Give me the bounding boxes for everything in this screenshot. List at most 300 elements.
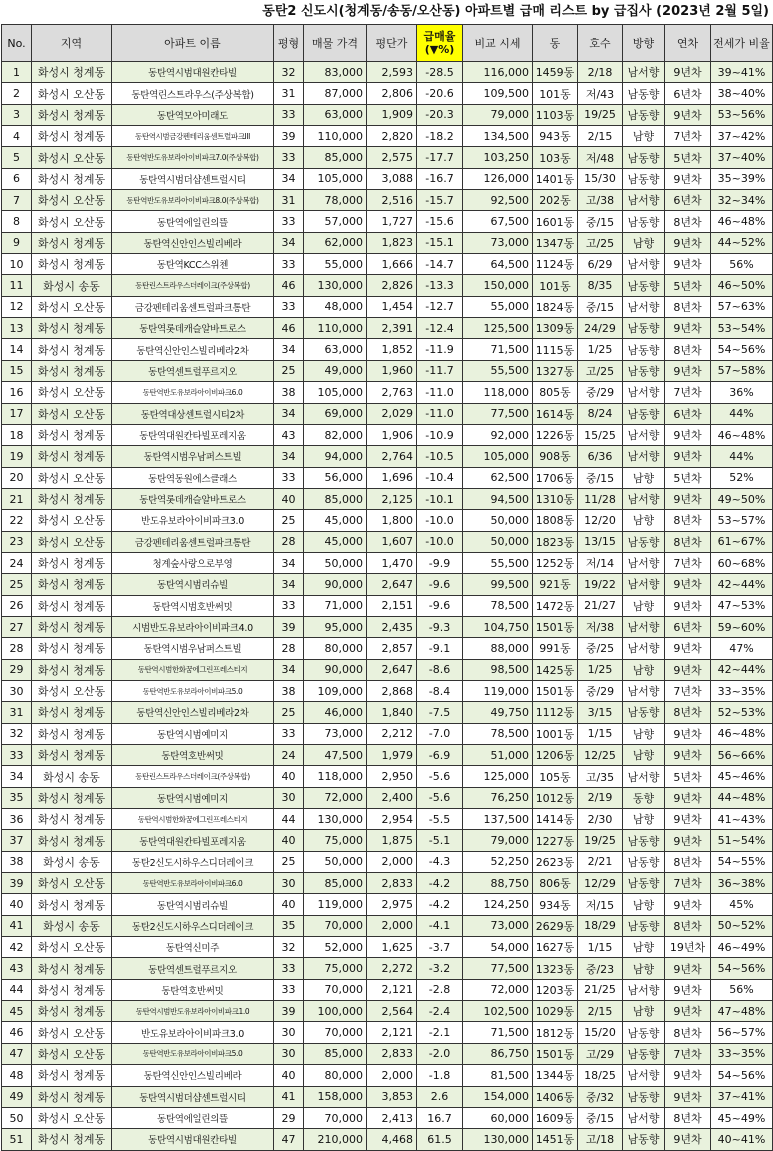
price-per-pyeong: 3,853 [367, 1086, 417, 1107]
direction: 남향 [623, 937, 665, 958]
price-per-pyeong: 2,000 [367, 915, 417, 936]
listing-price: 69,000 [304, 403, 367, 424]
building: 908동 [533, 446, 578, 467]
building: 1823동 [533, 531, 578, 552]
discount-rate: -2.8 [417, 979, 463, 1000]
direction: 남동향 [623, 873, 665, 894]
discount-rate: -15.6 [417, 211, 463, 232]
pyeong: 40 [274, 894, 304, 915]
age: 8년차 [665, 1022, 711, 1043]
apartment-name: 동탄역반도유보라아이비파크6.0 [112, 382, 274, 403]
jeonse-ratio: 42~44% [711, 659, 773, 680]
discount-rate: -5.1 [417, 830, 463, 851]
comparison-price: 78,500 [463, 723, 533, 744]
comparison-price: 103,250 [463, 147, 533, 168]
table-row [2, 809, 773, 830]
row-number: 39 [2, 873, 32, 894]
listing-table [1, 24, 773, 1151]
price-per-pyeong: 2,000 [367, 1065, 417, 1086]
apartment-name: 동탄2신도시하우스디더레이크 [112, 915, 274, 936]
comparison-price: 55,000 [463, 296, 533, 317]
table-row [2, 616, 773, 637]
region: 화성시 청계동 [32, 446, 112, 467]
discount-rate: -7.0 [417, 723, 463, 744]
direction: 남향 [623, 894, 665, 915]
apartment-name: 동탄2신도시하우스디더레이크 [112, 851, 274, 872]
discount-rate: -4.3 [417, 851, 463, 872]
apartment-name: 동탄역시범대원칸타빌 [112, 1129, 274, 1150]
apartment-name: 동탄역대원칸타빌포레지움 [112, 830, 274, 851]
region: 화성시 청계동 [32, 1001, 112, 1022]
building: 1115동 [533, 339, 578, 360]
direction: 남동향 [623, 275, 665, 296]
price-per-pyeong: 2,764 [367, 446, 417, 467]
age: 9년차 [665, 446, 711, 467]
table-row [2, 1129, 773, 1150]
unit: 21/27 [578, 595, 623, 616]
pyeong: 33 [274, 296, 304, 317]
building: 1309동 [533, 318, 578, 339]
listing-price: 80,000 [304, 638, 367, 659]
listing-price: 55,000 [304, 254, 367, 275]
direction: 남서향 [623, 680, 665, 701]
price-per-pyeong: 2,029 [367, 403, 417, 424]
table-row [2, 126, 773, 147]
jeonse-ratio: 33~35% [711, 680, 773, 701]
region: 화성시 청계동 [32, 830, 112, 851]
price-per-pyeong: 4,468 [367, 1129, 417, 1150]
building: 1001동 [533, 723, 578, 744]
listing-price: 45,000 [304, 510, 367, 531]
age: 9년차 [665, 809, 711, 830]
row-number: 30 [2, 680, 32, 701]
price-per-pyeong: 2,564 [367, 1001, 417, 1022]
age: 8년차 [665, 339, 711, 360]
row-number: 14 [2, 339, 32, 360]
comparison-price: 52,250 [463, 851, 533, 872]
unit: 19/22 [578, 574, 623, 595]
apartment-name: 동탄역신안인스빌리베라2차 [112, 339, 274, 360]
region: 화성시 오산동 [32, 937, 112, 958]
row-number: 31 [2, 702, 32, 723]
comparison-price: 50,000 [463, 531, 533, 552]
row-number: 41 [2, 915, 32, 936]
row-number: 50 [2, 1107, 32, 1128]
age: 7년차 [665, 1043, 711, 1064]
price-per-pyeong: 2,000 [367, 851, 417, 872]
listing-price: 70,000 [304, 979, 367, 1000]
jeonse-ratio: 52~53% [711, 702, 773, 723]
unit: 1/25 [578, 659, 623, 680]
price-per-pyeong: 2,833 [367, 1043, 417, 1064]
comparison-price: 72,000 [463, 979, 533, 1000]
building: 934동 [533, 894, 578, 915]
table-row [2, 147, 773, 168]
direction: 남동향 [623, 830, 665, 851]
pyeong: 43 [274, 424, 304, 445]
apartment-name: 동탄역시범더샵센트럴시티 [112, 1086, 274, 1107]
age: 9년차 [665, 168, 711, 189]
age: 7년차 [665, 382, 711, 403]
unit: 15/20 [578, 1022, 623, 1043]
table-row [2, 446, 773, 467]
discount-rate: -9.1 [417, 638, 463, 659]
apartment-name: 동탄역시범예미지 [112, 787, 274, 808]
discount-rate: -16.7 [417, 168, 463, 189]
discount-rate: -17.7 [417, 147, 463, 168]
pyeong: 25 [274, 702, 304, 723]
listing-price: 82,000 [304, 424, 367, 445]
row-number: 17 [2, 403, 32, 424]
age: 6년차 [665, 403, 711, 424]
page-title: 동탄2 신도시(청계동/송동/오산동) 아파트별 급매 리스트 by 급집사 (2023년 2월 5일) [262, 4, 769, 19]
apartment-name: 동탄역시범반도유보라아이비파크1.0 [112, 1001, 274, 1022]
jeonse-ratio: 54~56% [711, 339, 773, 360]
building: 1451동 [533, 1129, 578, 1150]
comparison-price: 137,500 [463, 809, 533, 830]
row-number: 4 [2, 126, 32, 147]
table-row [2, 83, 773, 104]
row-number: 28 [2, 638, 32, 659]
unit: 중/29 [578, 382, 623, 403]
jeonse-ratio: 47~53% [711, 595, 773, 616]
unit: 8/35 [578, 275, 623, 296]
unit: 저/43 [578, 83, 623, 104]
direction: 남향 [623, 510, 665, 531]
building: 1472동 [533, 595, 578, 616]
discount-rate: -9.6 [417, 574, 463, 595]
age: 8년차 [665, 1107, 711, 1128]
building: 2629동 [533, 915, 578, 936]
price-per-pyeong: 2,413 [367, 1107, 417, 1128]
pyeong: 33 [274, 211, 304, 232]
direction: 남동향 [623, 147, 665, 168]
table-row [2, 979, 773, 1000]
row-number: 46 [2, 1022, 32, 1043]
direction: 남동향 [623, 360, 665, 381]
apartment-name: 동탄역시범한화꿈에그린프레스티지 [112, 659, 274, 680]
region: 화성시 청계동 [32, 104, 112, 125]
apartment-name: 동탄역반도유보라아이비파크5.0 [112, 1043, 274, 1064]
row-number: 12 [2, 296, 32, 317]
row-number: 8 [2, 211, 32, 232]
listing-price: 57,000 [304, 211, 367, 232]
age: 9년차 [665, 360, 711, 381]
listing-price: 110,000 [304, 126, 367, 147]
pyeong: 39 [274, 126, 304, 147]
apartment-name: 동탄역신안인스빌리베라 [112, 1065, 274, 1086]
age: 9년차 [665, 723, 711, 744]
comparison-price: 55,500 [463, 360, 533, 381]
jeonse-ratio: 44~48% [711, 787, 773, 808]
price-per-pyeong: 1,727 [367, 211, 417, 232]
jeonse-ratio: 61~67% [711, 531, 773, 552]
age: 5년차 [665, 147, 711, 168]
pyeong: 31 [274, 83, 304, 104]
row-number: 22 [2, 510, 32, 531]
age: 9년차 [665, 254, 711, 275]
price-per-pyeong: 3,088 [367, 168, 417, 189]
direction: 남향 [623, 595, 665, 616]
region: 화성시 오산동 [32, 873, 112, 894]
row-number: 40 [2, 894, 32, 915]
col-header: 전세가 비율 [711, 25, 773, 62]
unit: 19/25 [578, 830, 623, 851]
direction: 남서향 [623, 488, 665, 509]
direction: 남서향 [623, 424, 665, 445]
listing-price: 48,000 [304, 296, 367, 317]
discount-rate: -8.4 [417, 680, 463, 701]
building: 1627동 [533, 937, 578, 958]
jeonse-ratio: 50~52% [711, 915, 773, 936]
table-row [2, 275, 773, 296]
row-number: 47 [2, 1043, 32, 1064]
table-row [2, 894, 773, 915]
comparison-price: 104,750 [463, 616, 533, 637]
price-per-pyeong: 2,593 [367, 62, 417, 83]
table-row [2, 1107, 773, 1128]
comparison-price: 78,500 [463, 595, 533, 616]
apartment-name: 동탄역호반써밋 [112, 745, 274, 766]
direction: 남동향 [623, 1022, 665, 1043]
jeonse-ratio: 46~49% [711, 937, 773, 958]
unit: 고/25 [578, 360, 623, 381]
price-per-pyeong: 2,647 [367, 574, 417, 595]
age: 9년차 [665, 424, 711, 445]
age: 9년차 [665, 979, 711, 1000]
price-per-pyeong: 2,806 [367, 83, 417, 104]
discount-rate: -20.6 [417, 83, 463, 104]
building: 1112동 [533, 702, 578, 723]
listing-price: 95,000 [304, 616, 367, 637]
row-number: 48 [2, 1065, 32, 1086]
jeonse-ratio: 46~50% [711, 275, 773, 296]
comparison-price: 116,000 [463, 62, 533, 83]
building: 1344동 [533, 1065, 578, 1086]
region: 화성시 오산동 [32, 680, 112, 701]
discount-rate: -4.2 [417, 873, 463, 894]
discount-rate: -20.3 [417, 104, 463, 125]
listing-price: 94,000 [304, 446, 367, 467]
price-per-pyeong: 2,575 [367, 147, 417, 168]
direction: 남서향 [623, 979, 665, 1000]
age: 9년차 [665, 787, 711, 808]
jeonse-ratio: 46~48% [711, 424, 773, 445]
listing-price: 105,000 [304, 168, 367, 189]
age: 5년차 [665, 766, 711, 787]
apartment-name: 동탄역대상센트럴시티2차 [112, 403, 274, 424]
row-number: 32 [2, 723, 32, 744]
unit: 고/38 [578, 190, 623, 211]
comparison-price: 60,000 [463, 1107, 533, 1128]
direction: 동향 [623, 787, 665, 808]
region: 화성시 청계동 [32, 126, 112, 147]
col-header: 방향 [623, 25, 665, 62]
row-number: 43 [2, 958, 32, 979]
listing-price: 50,000 [304, 851, 367, 872]
jeonse-ratio: 51~54% [711, 830, 773, 851]
region: 화성시 오산동 [32, 382, 112, 403]
apartment-name: 동탄역에일린의뜰 [112, 1107, 274, 1128]
jeonse-ratio: 59~60% [711, 616, 773, 637]
comparison-price: 92,000 [463, 424, 533, 445]
direction: 남동향 [623, 1043, 665, 1064]
price-per-pyeong: 2,121 [367, 979, 417, 1000]
comparison-price: 64,500 [463, 254, 533, 275]
pyeong: 35 [274, 915, 304, 936]
price-per-pyeong: 2,857 [367, 638, 417, 659]
age: 9년차 [665, 1129, 711, 1150]
building: 1501동 [533, 680, 578, 701]
row-number: 45 [2, 1001, 32, 1022]
direction: 남서향 [623, 616, 665, 637]
apartment-name: 동탄역롯데캐슬알바트로스 [112, 488, 274, 509]
listing-price: 50,000 [304, 552, 367, 573]
unit: 18/25 [578, 1065, 623, 1086]
building: 103동 [533, 147, 578, 168]
pyeong: 34 [274, 232, 304, 253]
pyeong: 30 [274, 1022, 304, 1043]
age: 9년차 [665, 745, 711, 766]
region: 화성시 청계동 [32, 1065, 112, 1086]
row-number: 10 [2, 254, 32, 275]
apartment-name: 동탄역신미주 [112, 937, 274, 958]
age: 9년차 [665, 104, 711, 125]
listing-price: 72,000 [304, 787, 367, 808]
pyeong: 30 [274, 787, 304, 808]
apartment-name: 동탄역시범대원칸타빌 [112, 62, 274, 83]
table-row [2, 190, 773, 211]
age: 7년차 [665, 126, 711, 147]
listing-price: 78,000 [304, 190, 367, 211]
region: 화성시 오산동 [32, 83, 112, 104]
unit: 중/15 [578, 211, 623, 232]
pyeong: 32 [274, 62, 304, 83]
comparison-price: 51,000 [463, 745, 533, 766]
age: 9년차 [665, 595, 711, 616]
jeonse-ratio: 45% [711, 894, 773, 915]
unit: 중/15 [578, 1107, 623, 1128]
listing-price: 70,000 [304, 915, 367, 936]
pyeong: 47 [274, 1129, 304, 1150]
building: 1614동 [533, 403, 578, 424]
pyeong: 33 [274, 104, 304, 125]
unit: 중/25 [578, 638, 623, 659]
discount-rate: -18.2 [417, 126, 463, 147]
listing-price: 75,000 [304, 958, 367, 979]
listing-price: 73,000 [304, 723, 367, 744]
direction: 남서향 [623, 552, 665, 573]
table-row [2, 659, 773, 680]
col-header: 호수 [578, 25, 623, 62]
region: 화성시 청계동 [32, 745, 112, 766]
unit: 12/29 [578, 873, 623, 894]
comparison-price: 94,500 [463, 488, 533, 509]
region: 화성시 청계동 [32, 488, 112, 509]
jeonse-ratio: 40~41% [711, 1129, 773, 1150]
price-per-pyeong: 2,400 [367, 787, 417, 808]
apartment-name: 청계숲사랑으로부영 [112, 552, 274, 573]
apartment-name: 동탄역호반써밋 [112, 979, 274, 1000]
building: 1425동 [533, 659, 578, 680]
jeonse-ratio: 53~57% [711, 510, 773, 531]
pyeong: 40 [274, 830, 304, 851]
price-per-pyeong: 2,125 [367, 488, 417, 509]
discount-rate: -15.7 [417, 190, 463, 211]
region: 화성시 송동 [32, 275, 112, 296]
unit: 8/24 [578, 403, 623, 424]
discount-rate: -11.0 [417, 403, 463, 424]
region: 화성시 청계동 [32, 723, 112, 744]
pyeong: 31 [274, 190, 304, 211]
age: 8년차 [665, 851, 711, 872]
discount-rate: -10.0 [417, 531, 463, 552]
row-number: 1 [2, 62, 32, 83]
comparison-price: 98,500 [463, 659, 533, 680]
unit: 24/29 [578, 318, 623, 339]
direction: 남향 [623, 723, 665, 744]
apartment-name: 동탄역시범금강펜테리움센트럴파크III [112, 126, 274, 147]
col-header: 평단가 [367, 25, 417, 62]
table-row [2, 595, 773, 616]
direction: 남동향 [623, 211, 665, 232]
jeonse-ratio: 49~50% [711, 488, 773, 509]
building: 1029동 [533, 1001, 578, 1022]
listing-price: 80,000 [304, 1065, 367, 1086]
region: 화성시 청계동 [32, 702, 112, 723]
region: 화성시 송동 [32, 851, 112, 872]
apartment-name: 동탄역시범우남퍼스트빌 [112, 638, 274, 659]
direction: 남서향 [623, 382, 665, 403]
price-per-pyeong: 2,820 [367, 126, 417, 147]
unit: 저/14 [578, 552, 623, 573]
listing-price: 158,000 [304, 1086, 367, 1107]
direction: 남동향 [623, 702, 665, 723]
pyeong: 38 [274, 382, 304, 403]
jeonse-ratio: 33~35% [711, 1043, 773, 1064]
price-per-pyeong: 1,906 [367, 424, 417, 445]
apartment-name: 동탄역대원칸타빌포레지움 [112, 424, 274, 445]
apartment-name: 동탄역반도유보라아이비파크8.0(주상복합) [112, 190, 274, 211]
table-row [2, 680, 773, 701]
table-row [2, 1022, 773, 1043]
table-row [2, 958, 773, 979]
listing-price: 130,000 [304, 275, 367, 296]
comparison-price: 81,500 [463, 1065, 533, 1086]
price-per-pyeong: 2,151 [367, 595, 417, 616]
discount-rate: -7.5 [417, 702, 463, 723]
comparison-price: 125,000 [463, 766, 533, 787]
direction: 남향 [623, 958, 665, 979]
age: 9년차 [665, 659, 711, 680]
direction: 남동향 [623, 1129, 665, 1150]
discount-rate: -15.1 [417, 232, 463, 253]
listing-price: 130,000 [304, 809, 367, 830]
unit: 저/15 [578, 894, 623, 915]
unit: 15/25 [578, 424, 623, 445]
price-per-pyeong: 1,875 [367, 830, 417, 851]
building: 1203동 [533, 979, 578, 1000]
direction: 남향 [623, 1001, 665, 1022]
discount-rate: -6.9 [417, 745, 463, 766]
comparison-price: 62,500 [463, 467, 533, 488]
comparison-price: 77,500 [463, 958, 533, 979]
row-number: 2 [2, 83, 32, 104]
direction: 남동향 [623, 1086, 665, 1107]
comparison-price: 130,000 [463, 1129, 533, 1150]
pyeong: 33 [274, 958, 304, 979]
jeonse-ratio: 44~52% [711, 232, 773, 253]
